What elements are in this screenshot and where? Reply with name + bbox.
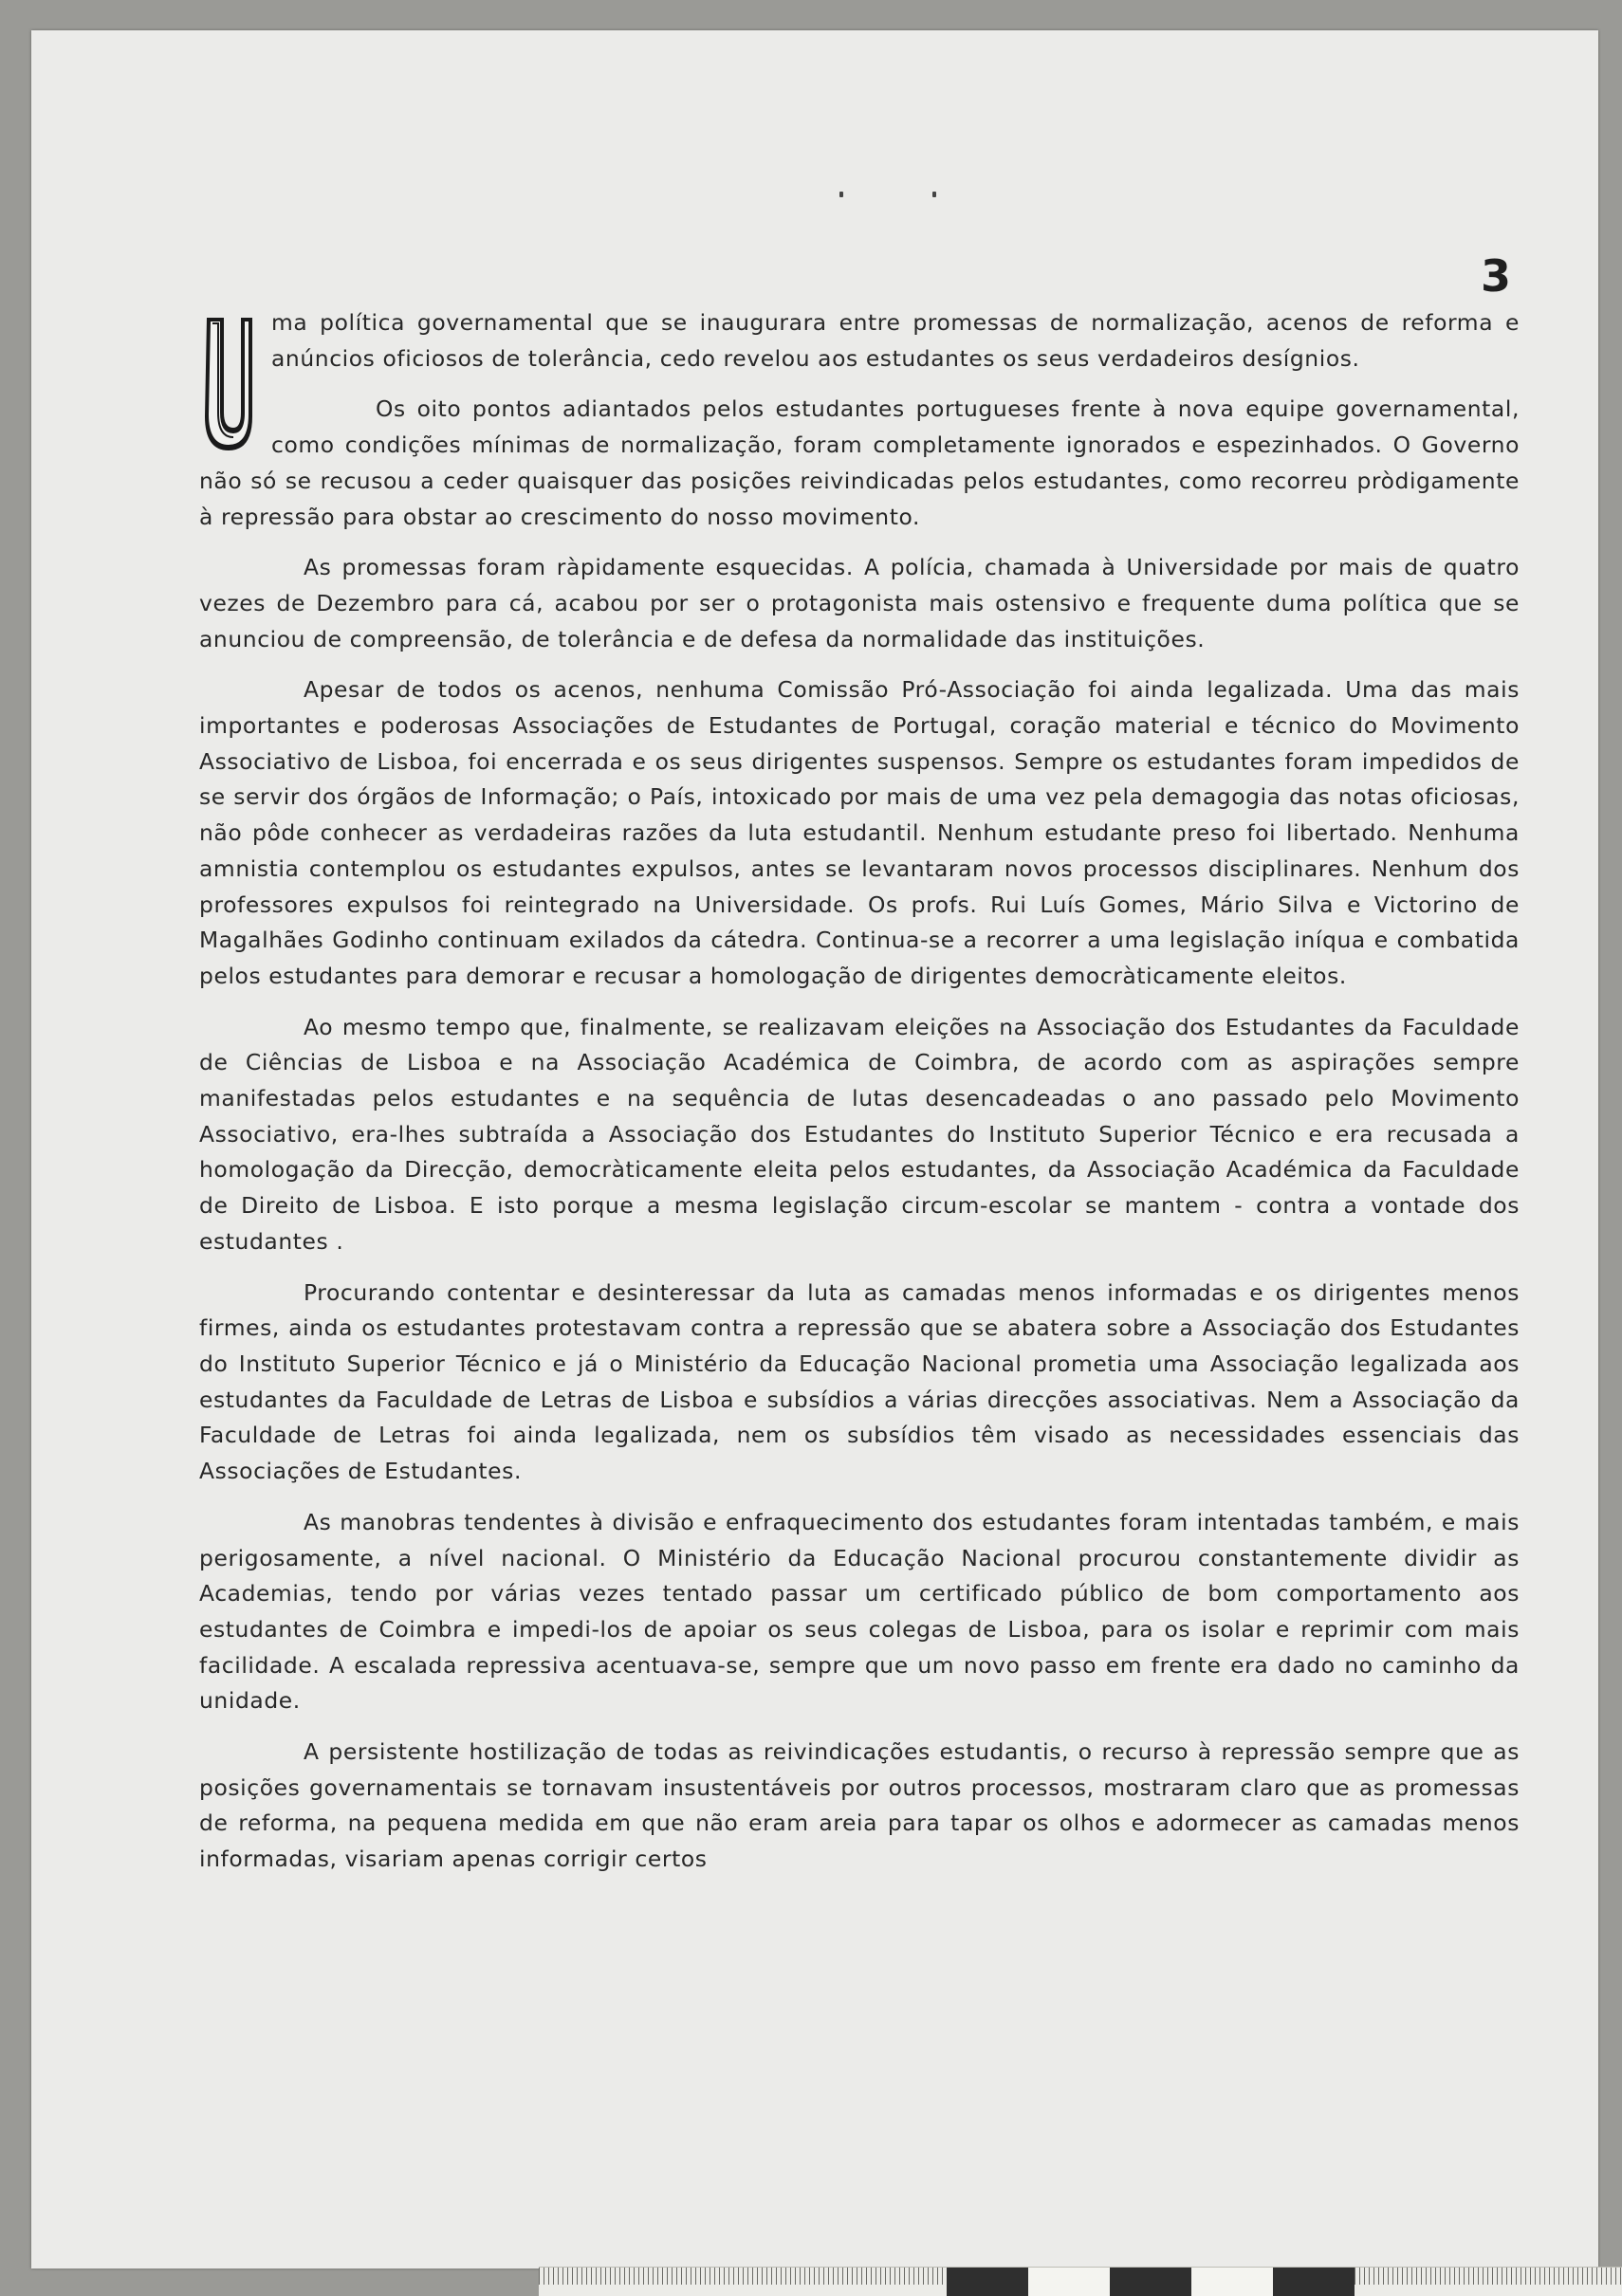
paragraph-2: Os oito pontos adiantados pelos estudantes portugueses frente à nova equipe governamental, como condições mínimas de normalização, foram completamente ignorados e espezinhados. O Governo não só se recusou a ceder quaisquer das posições reivindicadas pelos estudantes, como recorreu pròdigamente à repressão para obstar ao crescimento do nosso movimento. xyxy=(199,395,1520,530)
drop-cap-letter xyxy=(199,314,256,456)
page-number: 3 xyxy=(1481,250,1512,302)
ruler-segment xyxy=(1273,2268,1355,2296)
scale-ruler xyxy=(539,2267,1622,2296)
ruler-segment xyxy=(1028,2268,1110,2296)
ruler-segment xyxy=(947,2268,1028,2296)
paragraph-1 xyxy=(199,305,1520,377)
paragraph-4: Apesar de todos os acenos, nenhuma Comissão Pró-Associação foi ainda legalizada. Uma das mais importantes e poderosas Associações de Estudantes de Portugal, coração material e técnico do Movimento Associativo de Lisboa, foi encerrada e os seus dirigentes suspensos. Sempre os estudantes foram impedidos de se servir dos órgãos de Informação; o País, intoxicado por mais de uma vez pela demagogia das notas oficiosas, não pôde conhecer as verdadeiras razões da luta estudantil. Nenhum estudante preso foi libertado. Nenhuma amnistia contemplou os estudantes expulsos, antes se levantaram novos processos disciplinares. Nenhum dos professores expulsos foi reintegrado na Universidade. Os profs. Rui Luís Gomes, Mário Silva e Victorino de Magalhães Godinho continuam exilados da cátedra. Continua-se a recorrer a uma legislação iníqua e combatida pelos estudantes para demorar e recusar a homologação de dirigentes democràticamente eleitos. xyxy=(199,676,1520,989)
paragraph-6: Procurando contentar e desinteressar da luta as camadas menos informadas e os dirigentes menos firmes, ainda os estudantes protestavam contra a repressão que se abatera sobre a Associação dos Estudantes do Instituto Superior Técnico e já o Ministério da Educação Nacional prometia uma Associação legalizada aos estudantes da Faculdade de Letras de Lisboa e subsídios a várias direcções associativas. Nem a Associação da Faculdade de Letras foi ainda legalizada, nem os subsídios têm visado as necessidades essenciais das Associações de Estudantes. xyxy=(199,1278,1520,1485)
punch-marks xyxy=(31,192,1598,201)
paragraph-8: A persistente hostilização de todas as reivindicações estudantis, o recurso à repressão sempre que as posições governamentais se tornavam insustentáveis por outros processos, mostraram claro que as promessas de reforma, na pequena medida em que não eram areia para tapar os olhos e adormecer as camadas menos informadas, visariam apenas corrigir certos xyxy=(199,1738,1520,1873)
paragraph-7: As manobras tendentes à divisão e enfraquecimento dos estudantes foram intentadas também, e mais perigosamente, a nível nacional. O Ministério da Educação Nacional procurou constantemente dividir as Academias, tendo por várias vezes tentado passar um certificado público de bom comportamento aos estudantes de Coimbra e impedi-los de apoiar os seus colegas de Lisboa, para os isolar e reprimir com mais facilidade. A escalada repressiva acentuava-se, sempre que um novo passo em frente era dado no caminho da unidade. xyxy=(199,1508,1520,1715)
paragraph-3: As promessas foram ràpidamente esquecidas. A polícia, chamada à Universidade por mais de quatro vezes de Dezembro para cá, acabou por ser o protagonista mais ostensivo e frequente duma política que se anunciou de compreensão, de tolerância e de defesa da normalidade das instituições. xyxy=(199,554,1520,652)
body-text xyxy=(199,305,1520,1893)
paragraph-1-text: ma política governamental que se inaugurara entre promessas de normalização, acenos de reforma e anúncios oficiosos de tolerância, cedo revelou aos estudantes os seus verdadeiros desígnios. xyxy=(271,309,1520,372)
ruler-segment xyxy=(1110,2268,1191,2296)
ruler-segment xyxy=(1191,2268,1273,2296)
paragraph-5: Ao mesmo tempo que, finalmente, se realizavam eleições na Associação dos Estudantes da Faculdade de Ciências de Lisboa e na Associação Académica de Coimbra, de acordo com as aspirações sempre manifestadas pelos estudantes e na sequência de lutas desencadeadas o ano passado pelo Movimento Associativo, era-lhes subtraída a Associação dos Estudantes do Instituto Superior Técnico e era recusada a homologação da Direcção, democràticamente eleita pelos estudantes, da Associação Académica da Faculdade de Direito de Lisboa. E isto porque a mesma legislação circum-escolar se mantem - contra a vontade dos estudantes . xyxy=(199,1013,1520,1255)
drop-cap-u-icon xyxy=(199,314,256,456)
